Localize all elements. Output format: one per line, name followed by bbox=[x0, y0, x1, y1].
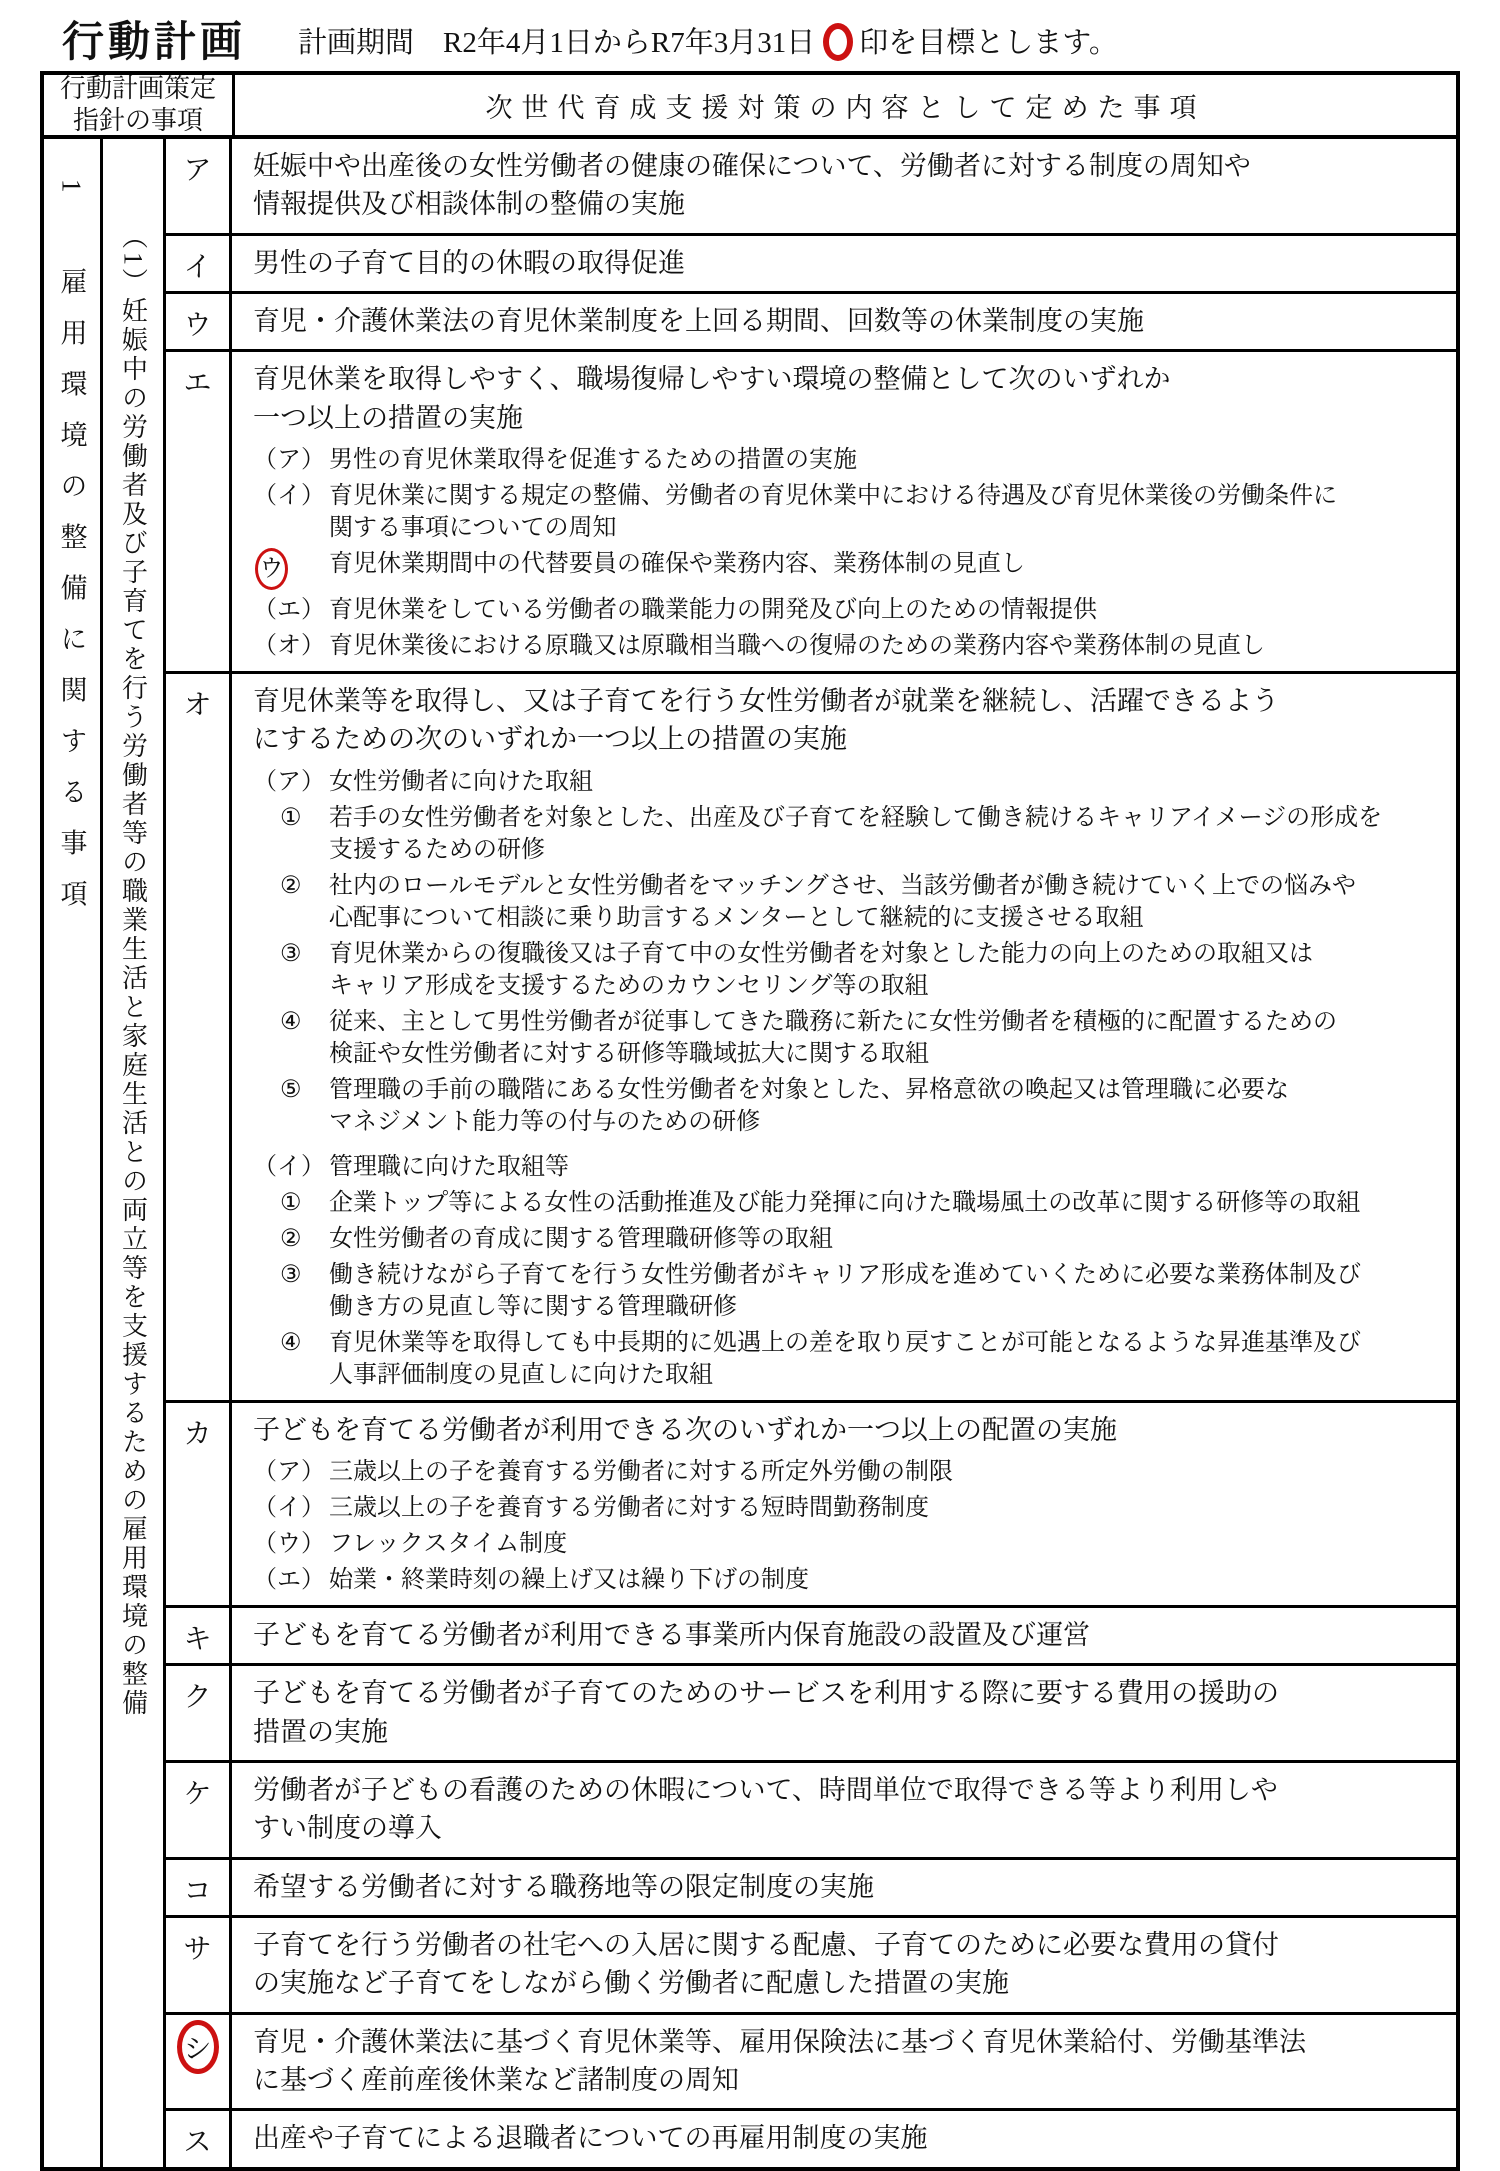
row-label: オ bbox=[166, 674, 232, 1400]
sub-item-text bbox=[329, 1187, 1438, 1219]
row-label: ア bbox=[166, 139, 232, 233]
row-label: コ bbox=[166, 1860, 232, 1915]
row-content bbox=[232, 1608, 1456, 1663]
sub-items bbox=[253, 766, 1438, 1391]
text-line: 育児休業に関する規定の整備、労働者の育児休業中における待遇及び育児休業後の労働条件に bbox=[329, 482, 1337, 509]
sub-item-text bbox=[329, 1223, 1438, 1255]
text-line: 男性の子育て目的の休暇の取得促進 bbox=[253, 247, 685, 278]
sub-item-marker: （オ） bbox=[253, 632, 325, 659]
text-line: 情報提供及び相談体制の整備の実施 bbox=[253, 189, 685, 220]
text-line: 三歳以上の子を養育する労働者に対する所定外労働の制限 bbox=[329, 1458, 953, 1485]
text-line: 女性労働者に向けた取組 bbox=[329, 768, 593, 795]
row-content bbox=[232, 2111, 1456, 2166]
sub-item-marker: ③ bbox=[280, 1261, 302, 1288]
text-line: に基づく産前産後休業など諸制度の周知 bbox=[253, 2064, 739, 2095]
text-line: フレックスタイム制度 bbox=[329, 1530, 568, 1557]
sub-item bbox=[280, 1074, 1438, 1138]
text-line: 心配事について相談に乗り助言するメンターとして継続的に支援させる取組 bbox=[329, 904, 1144, 931]
sub-item-marker: （イ） bbox=[253, 482, 325, 509]
text-line: 育児休業後における原職又は原職相当職への復帰のための業務内容や業務体制の見直し bbox=[329, 632, 1265, 659]
sub-item-marker: （ア） bbox=[253, 1458, 325, 1485]
text-line: 女性労働者の育成に関する管理職研修等の取組 bbox=[329, 1225, 833, 1252]
sub-item bbox=[253, 1564, 1438, 1596]
sub-item-text bbox=[329, 1564, 1438, 1596]
text-line: 一つ以上の措置の実施 bbox=[253, 402, 523, 433]
sub-item bbox=[280, 1006, 1438, 1070]
sub-item bbox=[253, 630, 1438, 662]
text-line: すい制度の導入 bbox=[253, 1813, 442, 1844]
sub-item bbox=[253, 480, 1438, 544]
sub-item-text bbox=[329, 480, 1438, 544]
text-line: 関する事項についての周知 bbox=[329, 514, 617, 541]
text-line: 人事評価制度の見直しに向けた取組 bbox=[329, 1361, 713, 1388]
text-line: 子育てを行う労働者の社宅への入居に関する配慮、子育てのために必要な費用の貸付 bbox=[253, 1929, 1279, 1960]
text-line: 労働者が子どもの看護のための休暇について、時間単位で取得できる等より利用しや bbox=[253, 1774, 1278, 1805]
sub-item-text bbox=[329, 1259, 1438, 1323]
text-line: 働き方の見直し等に関する管理職研修 bbox=[329, 1293, 737, 1320]
row-content bbox=[232, 236, 1456, 291]
sub-item-marker: ② bbox=[280, 872, 302, 899]
sub-item-marker: （イ） bbox=[253, 1153, 325, 1180]
sub-item bbox=[280, 870, 1438, 934]
text-line: 働き続けながら子育てを行う女性労働者がキャリア形成を進めていくために必要な業務体制及び bbox=[329, 1261, 1361, 1288]
sub-item-text bbox=[329, 1327, 1438, 1391]
row-label: ケ bbox=[166, 1763, 232, 1857]
row-label: ク bbox=[166, 1666, 232, 1760]
row-main-text bbox=[253, 682, 1438, 759]
sub-item bbox=[280, 938, 1438, 1002]
row-label: サ bbox=[166, 1918, 232, 2012]
sub-item-marker: ③ bbox=[280, 940, 302, 967]
category-column-level2 bbox=[103, 139, 166, 2167]
text-line: マネジメント能力等の付与のための研修 bbox=[329, 1108, 761, 1135]
table-body bbox=[44, 139, 1456, 2167]
sub-item bbox=[280, 1223, 1438, 1255]
sub-item-text bbox=[329, 870, 1438, 934]
text-line: キャリア形成を支援するためのカウンセリング等の取組 bbox=[329, 972, 929, 999]
text-line: 育児休業期間中の代替要員の確保や業務内容、業務体制の見直し bbox=[329, 550, 1025, 577]
row-label: イ bbox=[166, 236, 232, 291]
row-content bbox=[232, 1666, 1456, 1760]
sub-item-marker bbox=[253, 548, 329, 590]
table-row bbox=[166, 674, 1456, 1403]
row-main-text bbox=[253, 1926, 1438, 2003]
text-line: 育児休業等を取得し、又は子育てを行う女性労働者が就業を継続し、活躍できるよう bbox=[253, 685, 1279, 716]
sub-item bbox=[280, 1259, 1438, 1323]
sub-item bbox=[253, 548, 1438, 590]
text-line: 措置の実施 bbox=[253, 1716, 388, 1747]
sub-item-text bbox=[329, 630, 1438, 662]
sub-item bbox=[253, 1528, 1438, 1560]
text-line: 企業トップ等による女性の活動推進及び能力発揮に向けた職場風土の改革に関する研修等の取組 bbox=[329, 1189, 1361, 1216]
sub-item-marker: ④ bbox=[280, 1329, 302, 1356]
table-row bbox=[166, 1918, 1456, 2015]
page-title: 行動計画 bbox=[62, 20, 247, 66]
sub-item bbox=[253, 1492, 1438, 1524]
row-content bbox=[232, 294, 1456, 349]
sub-item-text bbox=[329, 938, 1438, 1002]
table-row bbox=[166, 2015, 1456, 2112]
row-main-text bbox=[253, 1674, 1438, 1751]
sub-item-marker: ② bbox=[280, 1225, 302, 1252]
row-content bbox=[232, 1860, 1456, 1915]
text-line: 育児・介護休業法の育児休業制度を上回る期間、回数等の休業制度の実施 bbox=[253, 305, 1144, 336]
sub-item-text bbox=[329, 802, 1438, 866]
text-line: 管理職の手前の職階にある女性労働者を対象とした、昇格意欲の喚起又は管理職に必要な bbox=[329, 1076, 1289, 1103]
category-level2-text: （1）妊娠中の労働者及び子育てを行う労働者等の職業生活と家庭生活との両立等を支援するための雇用環境の整備 bbox=[118, 223, 148, 1718]
header-guideline-line1: 行動計画策定 bbox=[59, 73, 216, 103]
text-line: 育児休業を取得しやすく、職場復帰しやすい環境の整備として次のいずれか bbox=[253, 364, 1171, 395]
document-header bbox=[0, 0, 1500, 64]
table-row bbox=[166, 294, 1456, 352]
row-main-text bbox=[253, 1616, 1438, 1654]
sub-item bbox=[253, 444, 1438, 476]
sub-item-marker: （ア） bbox=[253, 446, 325, 473]
sub-item bbox=[253, 1151, 1438, 1183]
sub-item bbox=[253, 594, 1438, 626]
table-row bbox=[166, 139, 1456, 236]
sub-item-text bbox=[329, 594, 1438, 626]
text-line: 妊娠中や出産後の女性労働者の健康の確保について、労働者に対する制度の周知や bbox=[253, 151, 1251, 181]
table-row bbox=[166, 1860, 1456, 1918]
sub-item-text bbox=[329, 1528, 1438, 1560]
row-main-text bbox=[253, 1411, 1438, 1449]
sub-item-text bbox=[329, 1006, 1438, 1070]
sub-item-text bbox=[329, 766, 1438, 798]
row-content bbox=[232, 139, 1456, 233]
text-line: 始業・終業時刻の繰上げ又は繰り下げの制度 bbox=[329, 1566, 809, 1593]
text-line: 検証や女性労働者に対する研修等職域拡大に関する取組 bbox=[329, 1040, 929, 1067]
goal-note: 印を目標とします。 bbox=[859, 27, 1118, 59]
table-row bbox=[166, 236, 1456, 294]
red-circle-annotation: ウ bbox=[255, 548, 288, 590]
text-line: 出産や子育てによる退職者についての再雇用制度の実施 bbox=[253, 2123, 928, 2154]
text-line: 育児・介護休業法に基づく育児休業等、雇用保険法に基づく育児休業給付、労働基準法 bbox=[253, 2026, 1306, 2057]
row-content bbox=[232, 1763, 1456, 1857]
text-line: 希望する労働者に対する職務地等の限定制度の実施 bbox=[253, 1871, 874, 1902]
text-line: の実施など子育てをしながら働く労働者に配慮した措置の実施 bbox=[253, 1968, 1009, 1999]
row-main-text bbox=[253, 2023, 1438, 2100]
row-label: ス bbox=[166, 2111, 232, 2166]
sub-item bbox=[280, 1187, 1438, 1219]
row-main-text bbox=[253, 1771, 1438, 1848]
text-line: 若手の女性労働者を対象とした、出産及び子育てを経験して働き続けるキャリアイメージの形成を bbox=[329, 804, 1383, 831]
row-main-text bbox=[253, 360, 1438, 437]
text-line: 子どもを育てる労働者が利用できる事業所内保育施設の設置及び運営 bbox=[253, 1619, 1090, 1650]
category-column-level1 bbox=[44, 139, 103, 2167]
sub-item-text bbox=[329, 548, 1438, 580]
sub-items bbox=[253, 444, 1438, 662]
table-row bbox=[166, 2111, 1456, 2166]
text-line: 従来、主として男性労働者が従事してきた職務に新たに女性労働者を積極的に配置するための bbox=[329, 1008, 1337, 1035]
sub-item-marker: ⑤ bbox=[280, 1076, 302, 1103]
table-row bbox=[166, 1666, 1456, 1763]
row-label: キ bbox=[166, 1608, 232, 1663]
row-label bbox=[166, 2015, 232, 2109]
text-line: 育児休業をしている労働者の職業能力の開発及び向上のための情報提供 bbox=[329, 596, 1097, 623]
text-line: 支援するための研修 bbox=[329, 836, 545, 863]
row-content bbox=[232, 1918, 1456, 2012]
rows-container bbox=[166, 139, 1456, 2167]
sub-item-marker: ④ bbox=[280, 1008, 302, 1035]
text-line: 育児休業等を取得しても中長期的に処遇上の差を取り戻すことが可能となるような昇進基準及び bbox=[329, 1329, 1361, 1356]
sub-item-marker: （エ） bbox=[253, 596, 325, 623]
row-main-text bbox=[253, 1868, 1438, 1906]
table-row bbox=[166, 1763, 1456, 1860]
row-label: カ bbox=[166, 1403, 232, 1605]
sub-item-text bbox=[329, 1492, 1438, 1524]
sub-item-text bbox=[329, 1151, 1438, 1183]
header-defined-items: 次世代育成支援対策の内容として定めた事項 bbox=[485, 92, 1206, 123]
sub-item-marker: （ア） bbox=[253, 768, 325, 795]
sub-item bbox=[280, 1327, 1438, 1391]
row-content bbox=[232, 352, 1456, 671]
sub-item-text bbox=[329, 444, 1438, 476]
red-circle-annotation: シ bbox=[177, 2020, 219, 2074]
text-line: 三歳以上の子を養育する労働者に対する短時間勤務制度 bbox=[329, 1494, 929, 1521]
header-guideline-items bbox=[44, 75, 235, 135]
row-label: ウ bbox=[166, 294, 232, 349]
table-row bbox=[166, 1608, 1456, 1666]
action-plan-table bbox=[40, 71, 1460, 2171]
text-line: にするための次のいずれか一つ以上の措置の実施 bbox=[253, 724, 847, 755]
sub-item bbox=[253, 766, 1438, 798]
sub-item bbox=[253, 1456, 1438, 1488]
sub-item bbox=[280, 802, 1438, 866]
header-guideline-line2: 指針の事項 bbox=[72, 106, 203, 135]
row-main-text bbox=[253, 147, 1438, 224]
plan-period bbox=[298, 23, 1118, 64]
row-content bbox=[232, 2015, 1456, 2109]
text-line: 育児休業からの復職後又は子育て中の女性労働者を対象とした能力の向上のための取組又は bbox=[329, 940, 1313, 967]
text-line: 子どもを育てる労働者が利用できる次のいずれか一つ以上の配置の実施 bbox=[253, 1414, 1117, 1445]
sub-item-marker: ① bbox=[280, 1189, 302, 1216]
row-content bbox=[232, 1403, 1456, 1605]
sub-item-text bbox=[329, 1074, 1438, 1138]
red-circle-icon bbox=[823, 23, 853, 61]
text-line: 社内のロールモデルと女性労働者をマッチングさせ、当該労働者が働き続けていく上での悩みや bbox=[329, 872, 1356, 899]
sub-item-marker: （イ） bbox=[253, 1494, 325, 1521]
table-row bbox=[166, 352, 1456, 674]
table-header-row bbox=[44, 75, 1456, 139]
text-line: 男性の育児休業取得を促進するための措置の実施 bbox=[329, 446, 857, 473]
row-main-text bbox=[253, 2119, 1438, 2157]
sub-item-marker: （エ） bbox=[253, 1566, 325, 1593]
row-content bbox=[232, 674, 1456, 1400]
sub-items bbox=[253, 1456, 1438, 1596]
sub-item-text bbox=[329, 1456, 1438, 1488]
text-line: 管理職に向けた取組等 bbox=[329, 1153, 569, 1180]
row-main-text bbox=[253, 244, 1438, 282]
text-line: 子どもを育てる労働者が子育てのためのサービスを利用する際に要する費用の援助の bbox=[253, 1678, 1279, 1709]
table-row bbox=[166, 1403, 1456, 1608]
category-level1-text: 1 雇用環境の整備に関する事項 bbox=[56, 179, 87, 931]
sub-item-marker: ① bbox=[280, 804, 302, 831]
plan-period-text: 計画期間 R2年4月1日からR7年3月31日 bbox=[298, 27, 816, 59]
row-label: エ bbox=[166, 352, 232, 671]
sub-item-marker: （ウ） bbox=[253, 1530, 325, 1557]
row-main-text bbox=[253, 302, 1438, 340]
